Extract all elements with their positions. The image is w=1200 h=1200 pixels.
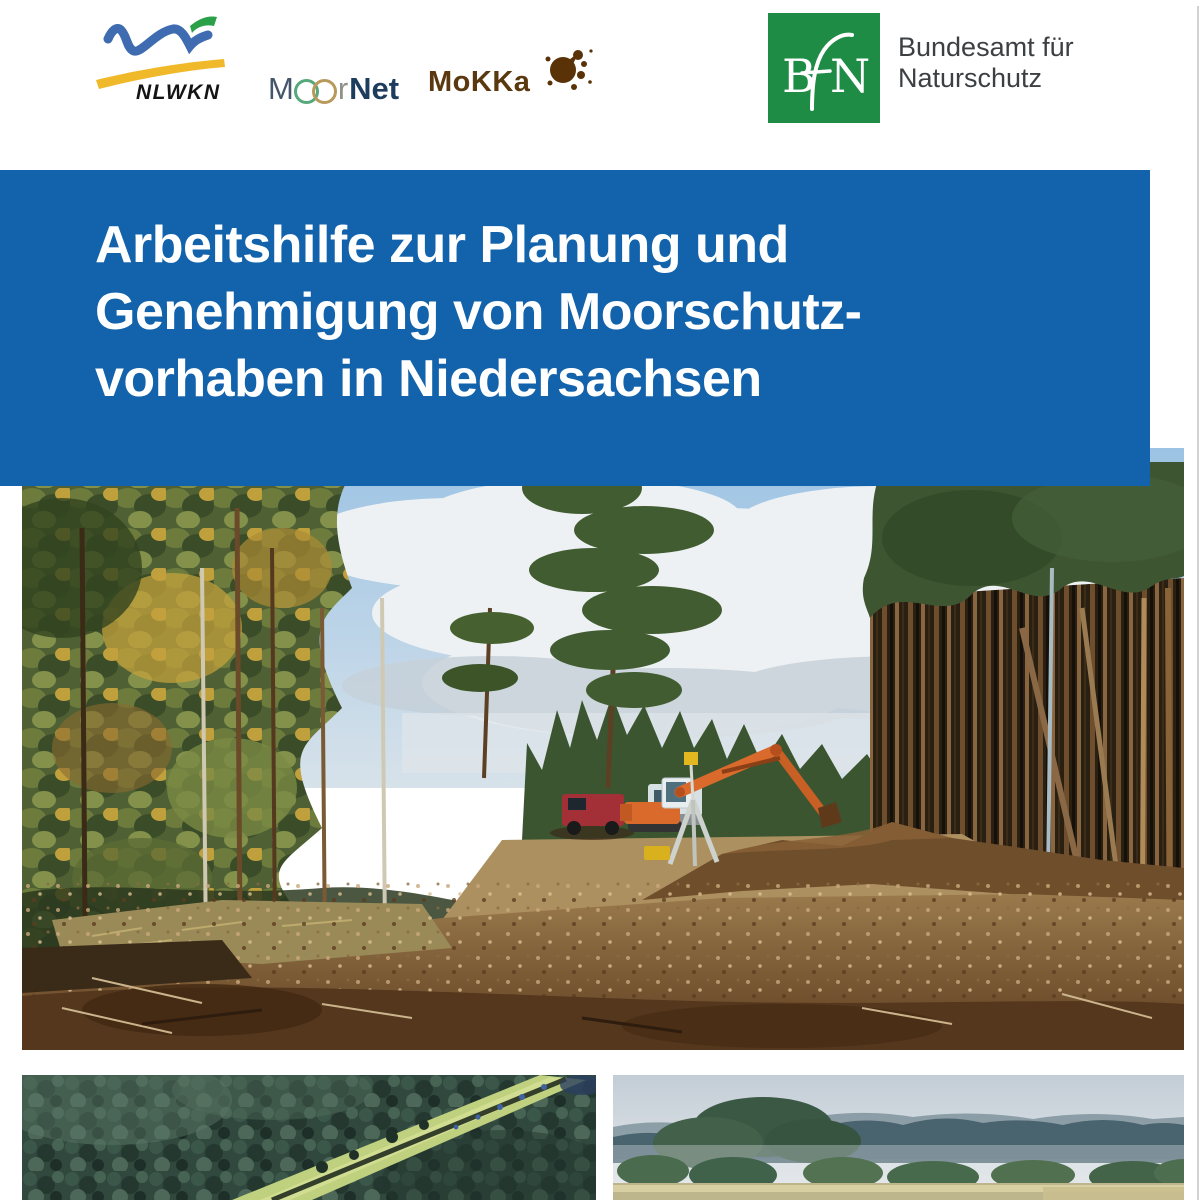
moornet-net: Net xyxy=(349,71,400,106)
cover-title-line1: Arbeitshilfe zur Planung und xyxy=(95,216,789,274)
mokka-splat-icon xyxy=(541,42,595,98)
nlwkn-logo xyxy=(86,8,238,108)
bfn-logo xyxy=(768,13,880,123)
main-cover-photo xyxy=(22,448,1184,1050)
cover-title-line3: vorhaben in Niedersachsen xyxy=(95,350,762,408)
bfn-name-line2: Naturschutz xyxy=(898,63,1043,93)
page-edge-line xyxy=(1197,6,1199,1200)
mokka-wordmark: MoKKa xyxy=(428,66,531,98)
cover-title xyxy=(95,212,861,413)
nlwkn-flag-shape xyxy=(190,16,217,33)
moornet-m: M xyxy=(268,71,294,106)
bfn-letter-f-crossbar xyxy=(802,71,830,73)
bfn-name-line1: Bundesamt für xyxy=(898,32,1074,62)
mokka-logo xyxy=(428,66,530,99)
nlwkn-wordmark: NLWKN xyxy=(136,81,221,104)
cover-title-line2: Genehmigung von Moorschutz- xyxy=(95,283,862,341)
moornet-logo xyxy=(268,66,399,106)
moornet-ring-tan-icon xyxy=(312,79,337,104)
aerial-photo xyxy=(22,1075,596,1200)
moornet-r: r xyxy=(337,71,349,106)
bfn-name-text xyxy=(898,32,1074,94)
bfn-letter-b: B xyxy=(782,49,816,103)
title-banner xyxy=(0,170,1150,486)
bfn-letter-n: N xyxy=(830,49,871,103)
landscape-photo xyxy=(613,1075,1184,1200)
